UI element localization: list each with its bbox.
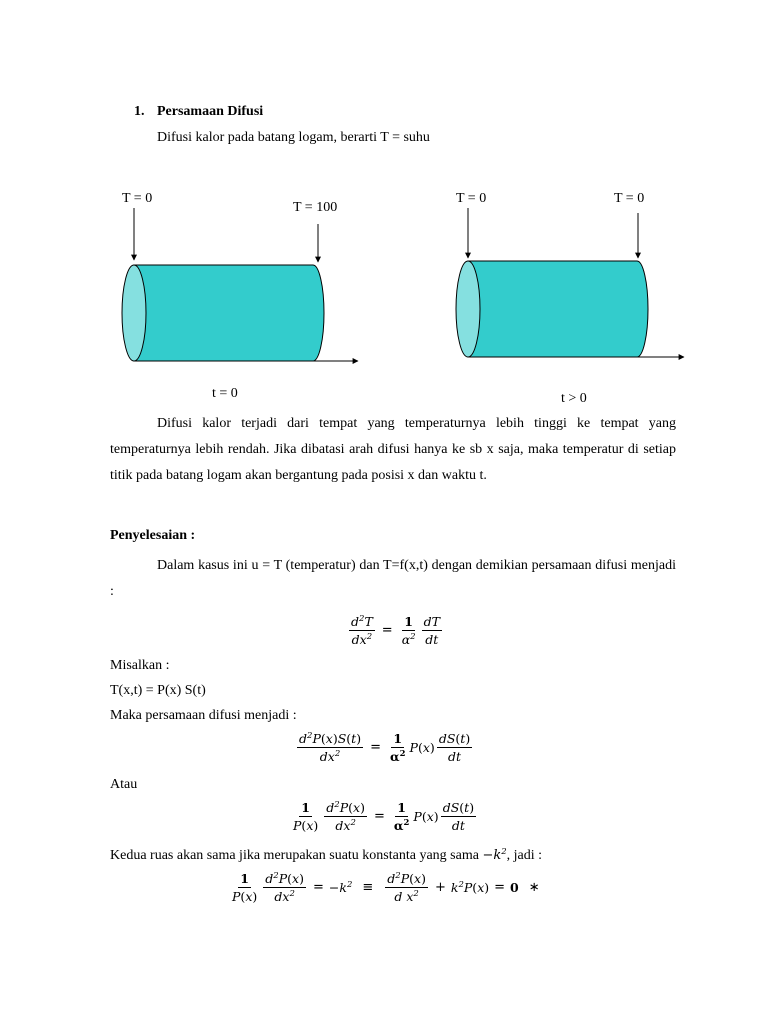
equation-separated: $\frac{d^2P(x)S(t)}{dx^2}$ = $\frac{1}{\alpha^2}$ P(x) $\frac{dS(t)}{dt}$ [299,731,471,764]
solution-heading: Penyelesaian : [110,528,196,543]
constant-sentence-end: , jadi : [506,848,543,863]
equation-divided: $\frac{1}{P(x)}$ $\frac{d^2P(x)}{dx^2}$ = $\frac{1}{\alpha^2}$ P(x) $\frac{dS(t)}{dt}$ [293,800,475,833]
section-title: Persamaan Difusi [157,104,264,119]
left-label-t0: T = 0 [122,191,153,206]
right-label-t0-left: T = 0 [456,191,487,206]
equation-spatial: $\frac{1}{P(x)}$ $\frac{d^2P(x)}{dx^2}$ = $-k^2$ ≡ $\frac{d^2P(x)}{d x^2}$ + $k^2P(x)$ = 0 ∗ [232,871,540,904]
paragraph-diffusion-text: Difusi kalor terjadi dari tempat yang temperaturnya lebih tinggi ke tempat yang temperaturnya lebih rendah. Jika dibatasi arah difusi hanya ke sb x saja, maka temperatur di setiap titik pada batang logam akan bergantung pada posisi x dan waktu t. [110,416,676,483]
equation-diffusion: $\frac{d^2T}{dx^2}$ = $\frac{1}{\alpha^2}$ $\frac{dT}{dt}$ [351,614,440,647]
cylinder-figure [0,0,768,420]
paragraph-diffusion [110,411,676,489]
section-number: 1. [134,104,145,119]
misalkan-label: Misalkan : [110,658,170,673]
left-cylinder [122,208,358,361]
right-cylinder [456,208,684,357]
right-time-label: t > 0 [561,391,587,406]
constant-sentence: Kedua ruas akan sama jika merupakan suatu konstanta yang sama $-k^2$, jadi : [110,847,543,863]
left-time-label: t = 0 [212,386,238,401]
maka-label: Maka persamaan difusi menjadi : [110,708,297,723]
separation-equation: T(x,t) = P(x) S(t) [110,683,206,698]
right-label-t0-right: T = 0 [614,191,645,206]
section-subtitle: Difusi kalor pada batang logam, berarti T = suhu [157,130,430,145]
solution-intro [110,553,676,605]
solution-intro-text: Dalam kasus ini u = T (temperatur) dan T=f(x,t) dengan demikian persamaan difusi menjadi : [110,558,676,599]
left-label-t100: T = 100 [293,200,338,215]
atau-label: Atau [110,777,138,792]
constant-sentence-start: Kedua ruas akan sama jika merupakan suatu konstanta yang sama [110,848,483,863]
